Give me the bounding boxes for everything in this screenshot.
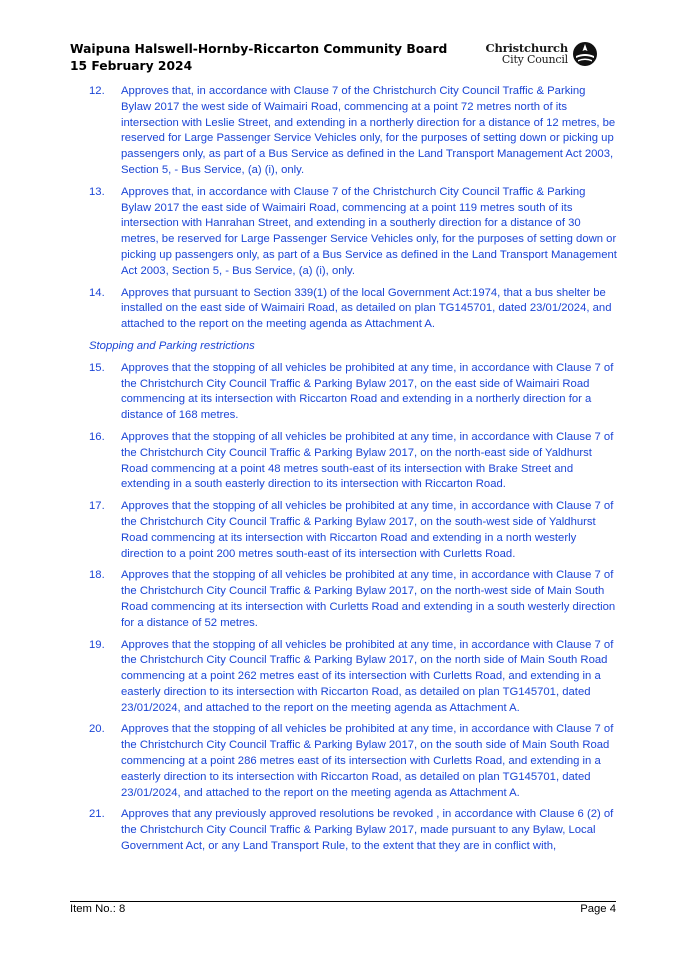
resolution-text: Approves that the stopping of all vehicles be prohibited at any time, in accordance with Clause 7 of the Christchurch City Council Traffic & Parking Bylaw 2017, on the north-east side of Yaldhurst Road commencing at a point 48 metres south-east of its intersection with Brake Street and extending in a south easterly direction to its intersection with Riccarton Road. [121,430,614,491]
resolution-text: Approves that the stopping of all vehicles be prohibited at any time, in accordance with Clause 7 of the Christchurch City Council Traffic & Parking Bylaw 2017, on the north-west side of Main South Road commencing at its intersection with Curletts Road and extending in a south westerly direction for a distance of 52 metres. [121,569,616,629]
meeting-date: 15 February 2024 [70,59,193,73]
resolution-number: 18. [89,569,105,582]
page-number: Page 4 [580,903,616,915]
resolution-text: Approves that, in accordance with Clause 7 of the Christchurch City Council Traffic & Parking Bylaw 2017 the east side of Waimairi Road, commencing at a point 119 metres south of its intersection with Hanrahan Street, and extending in a southerly direction for a distance of 30 metres, be reserved for Large Passenger Service Vehicles only, for the purposes of setting down or picking up passengers only, as part of a Bus Service as defined in the Land Transport Management Act 2003, Section 5, - Bus Service, (a) (i), only. [121,185,617,277]
resolution-number: 15. [89,361,105,374]
resolution-item [89,722,617,801]
resolution-item [89,185,617,280]
resolution-number: 19. [89,638,105,651]
resolution-text: Approves that the stopping of all vehicles be prohibited at any time, in accordance with Clause 7 of the Christchurch City Council Traffic & Parking Bylaw 2017, on the east side of Waimairi Road commencing at its intersection with Riccarton Road and extending in a northerly direction for a distance of 168 metres. [121,361,614,422]
resolution-item [89,286,617,333]
resolution-item [89,568,617,631]
resolution-text: Approves that the stopping of all vehicles be prohibited at any time, in accordance with Clause 7 of the Christchurch City Council Traffic & Parking Bylaw 2017, on the south-west side of Yaldhurst Road commencing at its intersection with Riccarton Road and extending in a north westerly direction to a point 200 metres south-east of its intersection with Curletts Road. [121,500,614,560]
resolution-item [89,499,617,562]
resolution-item [89,807,617,854]
resolution-number: 21. [89,808,105,821]
resolution-number: 14. [89,286,105,299]
christchurch-city-council-logo-icon [572,41,598,67]
section-subheading: Stopping and Parking restrictions [89,339,255,352]
council-logo [485,41,598,69]
page-header [70,41,610,77]
resolution-item [89,84,617,179]
logo-text-line2: City Council [501,53,568,66]
resolution-text: Approves that the stopping of all vehicles be prohibited at any time, in accordance with Clause 7 of the Christchurch City Council Traffic & Parking Bylaw 2017, on the north side of Main South Road commencing at a point 262 metres east of its intersection with Curletts Road, and extending in a easterly direction to its intersection with Riccarton Road, as detailed on plan TG145701, dated 23/01/2024, and attached to the report on the meeting agenda as Attachment A. [121,638,614,714]
resolution-item [89,638,617,717]
resolution-text: Approves that the stopping of all vehicles be prohibited at any time, in accordance with Clause 7 of the Christchurch City Council Traffic & Parking Bylaw 2017, on the south side of Main South Road commencing at a point 286 metres east of its intersection with Curletts Road, and extending in a easterly direction to its intersection with Riccarton Road, as detailed on plan TG145701, dated 23/01/2024, and attached to the report on the meeting agenda as Attachment A. [121,723,614,799]
footer-divider [70,901,616,902]
resolution-number: 12. [89,85,105,97]
resolution-text: Approves that pursuant to Section 339(1) of the local Government Act:1974, that a bus shelter be installed on the east side of Waimairi Road, as detailed on plan TG145701, dated 23/01/2024, and attached to the report on the meeting agenda as Attachment A. [121,286,612,331]
resolution-text: Approves that any previously approved resolutions be revoked , in accordance with Clause 6 (2) of the Christchurch City Council Traffic & Parking Bylaw 2017, made pursuant to any Bylaw, Local Government Act, or any Land Transport Rule, to the extent that they are in conflict with, [121,808,614,853]
resolution-item [89,361,617,424]
resolution-number: 17. [89,500,105,513]
resolution-list [89,84,617,861]
resolution-text: Approves that, in accordance with Clause 7 of the Christchurch City Council Traffic & Parking Bylaw 2017 the west side of Waimairi Road, commencing at a point 72 metres north of its intersection with Leslie Street, and extending in a northerly direction for a distance of 12 metres, be reserved for Large Passenger Service Vehicles only, for the purposes of setting down or picking up passengers only, as part of a Bus Service as defined in the Land Transport Management Act 2003, Section 5, - Bus Service, (a) (i), only. [121,85,616,176]
item-number: Item No.: 8 [70,903,126,915]
resolution-number: 13. [89,185,105,198]
resolution-number: 16. [89,430,105,443]
resolution-number: 20. [89,723,105,736]
logo-text-line1: Christchurch [485,41,568,55]
board-name: Waipuna Halswell-Hornby-Riccarton Community Board [70,42,448,56]
resolution-item [89,430,617,493]
